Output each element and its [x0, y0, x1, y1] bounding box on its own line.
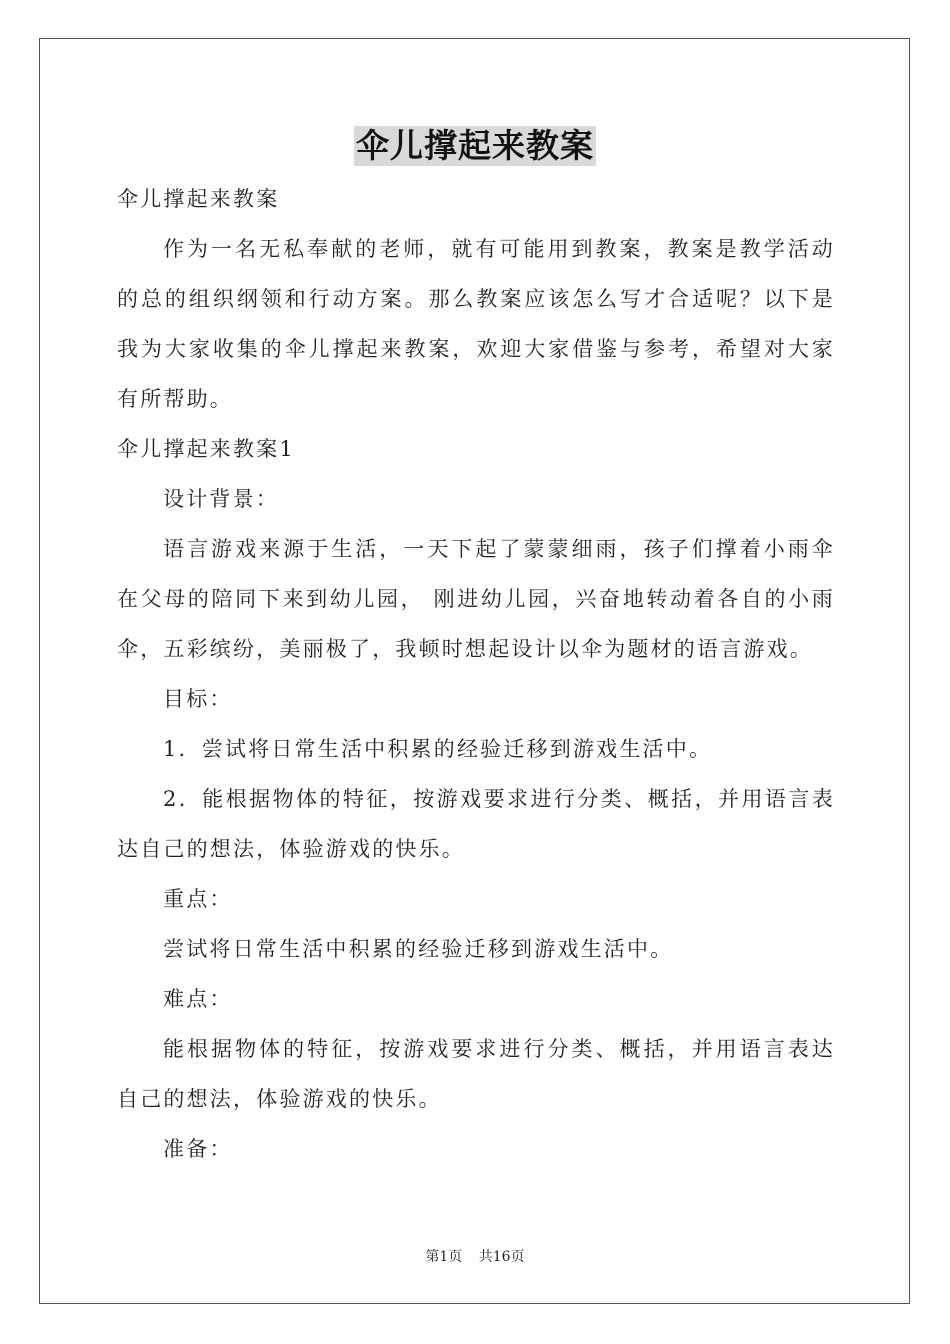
design-background-label: 设计背景：	[163, 487, 279, 511]
page-number: 第1页	[425, 1249, 463, 1265]
document-title: 伞儿撑起来教案	[356, 126, 594, 165]
difficulty-label: 难点：	[163, 987, 233, 1011]
document-title-wrapper	[0, 126, 950, 166]
preparation-label: 准备：	[163, 1137, 233, 1161]
page-total: 共16页	[478, 1249, 525, 1265]
key-point-label: 重点：	[163, 887, 233, 911]
intro-paragraph: 作为一名无私奉献的老师，就有可能用到教案，教案是教学活动的总的组织纲领和行动方案。那么教案应该怎么写才合适呢？以下是我为大家收集的伞儿撑起来教案，欢迎大家借鉴与参考，希望对大家有所帮助。	[117, 237, 835, 411]
goal-item-2: 2．能根据物体的特征，按游戏要求进行分类、概括，并用语言表达自己的想法，体验游戏的快乐。	[117, 787, 835, 861]
subtitle-paragraph: 伞儿撑起来教案	[117, 187, 280, 211]
goal-item-1: 1．尝试将日常生活中积累的经验迁移到游戏生活中。	[163, 737, 713, 761]
difficulty-paragraph: 能根据物体的特征，按游戏要求进行分类、概括，并用语言表达自己的想法，体验游戏的快乐。	[117, 1037, 835, 1111]
page-footer	[0, 1246, 950, 1266]
document-body	[117, 174, 835, 1174]
goals-label: 目标：	[163, 687, 233, 711]
design-background-paragraph: 语言游戏来源于生活，一天下起了蒙蒙细雨，孩子们撑着小雨伞在父母的陪同下来到幼儿园， 刚进幼儿园，兴奋地转动着各自的小雨伞，五彩缤纷，美丽极了，我顿时想起设计以伞为题材的语言游戏。	[117, 537, 835, 661]
section-heading: 伞儿撑起来教案1	[117, 437, 295, 461]
key-point-paragraph: 尝试将日常生活中积累的经验迁移到游戏生活中。	[163, 937, 674, 961]
